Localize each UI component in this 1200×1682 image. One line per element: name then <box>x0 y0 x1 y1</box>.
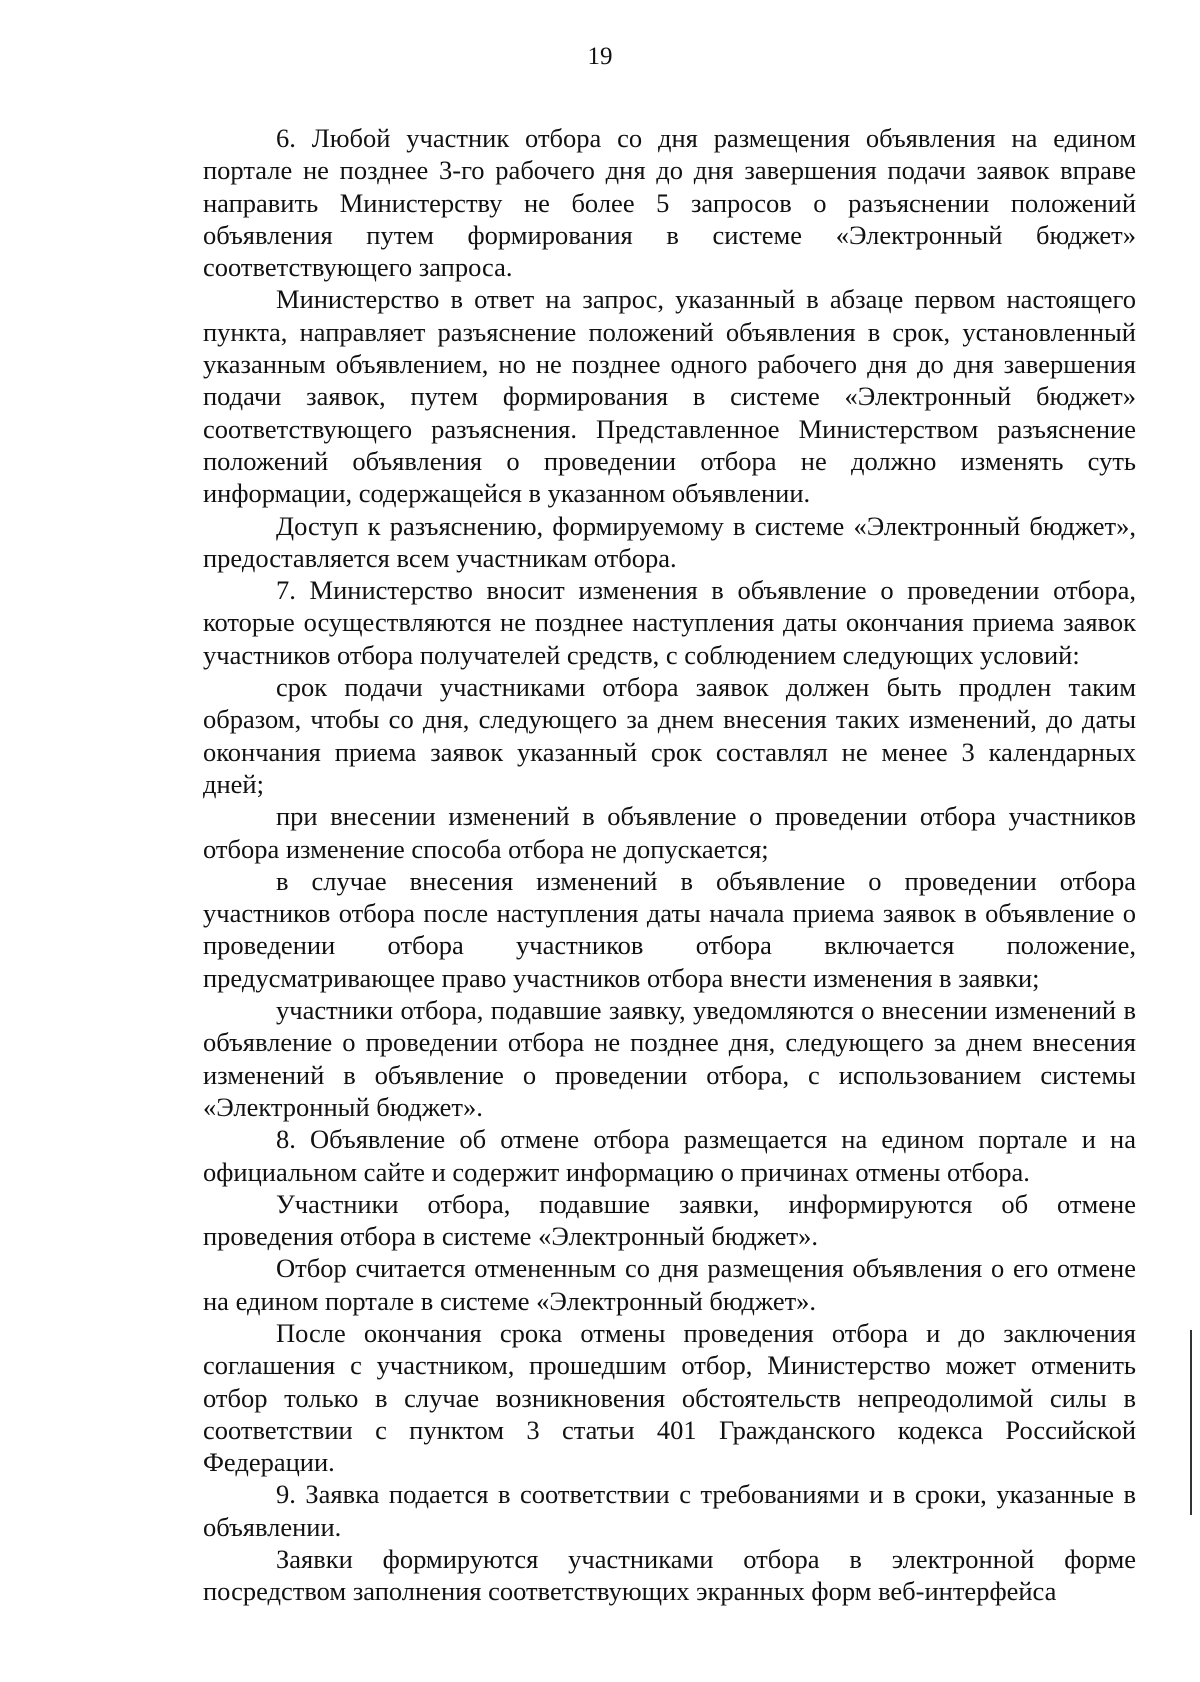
paragraph-ministry-response: Министерство в ответ на запрос, указанный в абзаце первом настоящего пункта, направляет разъяснение положений объявления в срок, установленный указанным объявлением, но не позднее одного рабочего дня до дня завершения подачи заявок, путем формирования в системе «Электронный бюджет» соответствующего разъяснения. Представленное Министерством разъяснение положений объявления о проведении отбора не должно изменять суть информации, содержащейся в указанном объявлении. <box>203 284 1136 509</box>
paragraph-amend-applications: в случае внесения изменений в объявление о проведении отбора участников отбора после наступления даты начала приема заявок в объявление о проведении отбора участников отбора включается положение, предусматривающее право участников отбора внести изменения в заявки; <box>203 865 1136 993</box>
paragraph-cancellation-informing: Участники отбора, подавшие заявки, информируются об отмене проведения отбора в системе «Электронный бюджет». <box>203 1188 1136 1252</box>
paragraph-9-application-submission: 9. Заявка подается в соответствии с требованиями и в сроки, указанные в объявлении. <box>203 1479 1136 1542</box>
paragraph-7-amendments: 7. Министерство вносит изменения в объявление о проведении отбора, которые осуществляются не позднее наступления даты окончания приема заявок участников отбора получателей средств, с соблюдением следующих условий: <box>203 575 1136 670</box>
scan-edge-mark <box>1190 1330 1192 1515</box>
paragraph-method-change: при внесении изменений в объявление о проведении отбора участников отбора изменение способа отбора не допускается; <box>203 801 1136 864</box>
paragraph-cancellation-effective: Отбор считается отмененным со дня размещения объявления о его отмене на едином портале в системе «Электронный бюджет». <box>203 1253 1136 1316</box>
document-body <box>203 122 1136 1608</box>
page-number: 19 <box>587 43 613 70</box>
paragraph-8-cancellation-notice: 8. Объявление об отмене отбора размещается на едином портале и на официальном сайте и содержит информацию о причинах отмены отбора. <box>203 1124 1136 1187</box>
paragraph-participant-notification: участники отбора, подавшие заявку, уведомляются о внесении изменений в объявление о проведении отбора не позднее дня, следующего за днем внесения изменений в объявление о проведении отбора, с использованием системы «Электронный бюджет». <box>203 995 1136 1122</box>
paragraph-clarification-access: Доступ к разъяснению, формируемому в системе «Электронный бюджет», предоставляется всем участникам отбора. <box>203 510 1136 573</box>
paragraph-deadline-extension: срок подачи участниками отбора заявок должен быть продлен таким образом, чтобы со дня, следующего за днем внесения таких изменений, до даты окончания приема заявок указанный срок составлял не менее 3 календарных дней; <box>203 672 1136 799</box>
paragraph-force-majeure: После окончания срока отмены проведения отбора и до заключения соглашения с участником, прошедшим отбор, Министерство может отменить отбор только в случае возникновения обстоятельств непреодолимой силы в соответствии с пунктом 3 статьи 401 Гражданского кодекса Российской Федерации. <box>203 1317 1136 1478</box>
paragraph-electronic-forms: Заявки формируются участниками отбора в электронной форме посредством заполнения соответствующих экранных форм веб-интерфейса <box>203 1544 1136 1607</box>
paragraph-6-clarification-requests: 6. Любой участник отбора со дня размещения объявления на едином портале не позднее 3-го рабочего дня до дня завершения подачи заявок вправе направить Министерству не более 5 запросов о разъяснении положений объявления путем формирования в системе «Электронный бюджет» соответствующего запроса. <box>203 123 1136 283</box>
